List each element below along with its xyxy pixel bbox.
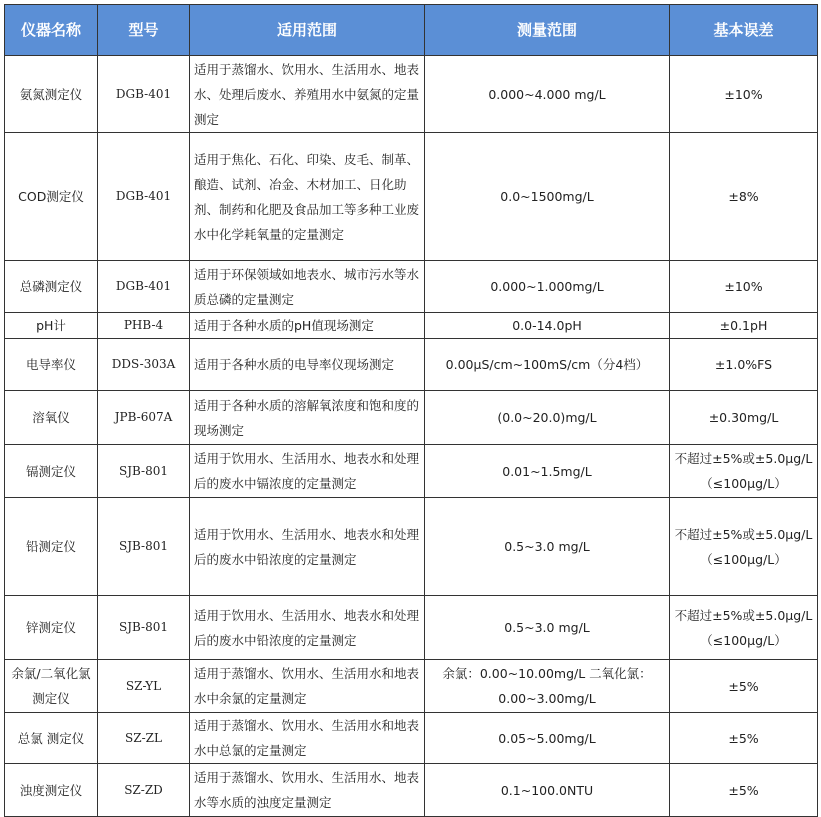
model-cell: SZ-ZL	[98, 713, 190, 764]
scope-cell: 适用于蒸馏水、饮用水、生活用水和地表水中总氯的定量测定	[190, 713, 425, 764]
instrument-name: 锌测定仪	[5, 596, 98, 660]
instrument-name: 总磷测定仪	[5, 261, 98, 313]
table-row	[5, 445, 818, 498]
scope-cell: 适用于蒸馏水、饮用水、生活用水、地表水、处理后废水、养殖用水中氨氮的定量测定	[190, 56, 425, 133]
table-row	[5, 391, 818, 445]
instrument-name: 浊度测定仪	[5, 764, 98, 817]
error-cell: 不超过±5%或±5.0μg/L（≤100μg/L）	[670, 498, 818, 596]
range-cell: 余氯：0.00~10.00mg/L 二氧化氯：0.00~3.00mg/L	[425, 660, 670, 713]
error-cell: ±8%	[670, 133, 818, 261]
model-cell: SZ-ZD	[98, 764, 190, 817]
instrument-name: 镉测定仪	[5, 445, 98, 498]
scope-cell: 适用于饮用水、生活用水、地表水和处理后的废水中镉浓度的定量测定	[190, 445, 425, 498]
error-cell: ±0.30mg/L	[670, 391, 818, 445]
instrument-table	[4, 4, 818, 817]
error-cell: 不超过±5%或±5.0μg/L（≤100μg/L）	[670, 445, 818, 498]
model-cell: SZ-YL	[98, 660, 190, 713]
model-cell: JPB-607A	[98, 391, 190, 445]
range-cell: 0.5~3.0 mg/L	[425, 498, 670, 596]
scope-cell: 适用于各种水质的pH值现场测定	[190, 313, 425, 339]
error-cell: ±10%	[670, 56, 818, 133]
range-cell: 0.00μS/cm~100mS/cm（分4档）	[425, 339, 670, 391]
model-cell: DGB-401	[98, 261, 190, 313]
scope-cell: 适用于蒸馏水、饮用水、生活用水和地表水中余氯的定量测定	[190, 660, 425, 713]
instrument-name: 总氯 测定仪	[5, 713, 98, 764]
error-cell: ±5%	[670, 660, 818, 713]
error-cell: ±5%	[670, 713, 818, 764]
model-cell: SJB-801	[98, 445, 190, 498]
scope-cell: 适用于饮用水、生活用水、地表水和处理后的废水中铅浓度的定量测定	[190, 596, 425, 660]
model-cell: SJB-801	[98, 596, 190, 660]
model-cell: DGB-401	[98, 56, 190, 133]
model-cell: PHB-4	[98, 313, 190, 339]
range-cell: 0.5~3.0 mg/L	[425, 596, 670, 660]
header-row	[5, 5, 818, 56]
error-cell: ±1.0%FS	[670, 339, 818, 391]
header-scope: 适用范围	[190, 5, 425, 56]
scope-cell: 适用于焦化、石化、印染、皮毛、制革、酿造、试剂、冶金、木材加工、日化助剂、制药和化肥及食品加工等多种工业废水中化学耗氧量的定量测定	[190, 133, 425, 261]
table-row	[5, 498, 818, 596]
scope-cell: 适用于饮用水、生活用水、地表水和处理后的废水中铅浓度的定量测定	[190, 498, 425, 596]
scope-cell: 适用于蒸馏水、饮用水、生活用水、地表水等水质的浊度定量测定	[190, 764, 425, 817]
table-row	[5, 56, 818, 133]
range-cell: 0.000~4.000 mg/L	[425, 56, 670, 133]
model-cell: DGB-401	[98, 133, 190, 261]
model-cell: SJB-801	[98, 498, 190, 596]
error-cell: 不超过±5%或±5.0μg/L（≤100μg/L）	[670, 596, 818, 660]
table-row	[5, 764, 818, 817]
range-cell: 0.000~1.000mg/L	[425, 261, 670, 313]
instrument-name: 电导率仪	[5, 339, 98, 391]
scope-cell: 适用于各种水质的电导率仪现场测定	[190, 339, 425, 391]
instrument-name: 铅测定仪	[5, 498, 98, 596]
header-model: 型号	[98, 5, 190, 56]
range-cell: 0.05~5.00mg/L	[425, 713, 670, 764]
table-row	[5, 339, 818, 391]
table-row	[5, 133, 818, 261]
header-name: 仪器名称	[5, 5, 98, 56]
table-row	[5, 660, 818, 713]
instrument-name: pH计	[5, 313, 98, 339]
instrument-name: COD测定仪	[5, 133, 98, 261]
error-cell: ±10%	[670, 261, 818, 313]
error-cell: ±0.1pH	[670, 313, 818, 339]
model-cell: DDS-303A	[98, 339, 190, 391]
range-cell: 0.01~1.5mg/L	[425, 445, 670, 498]
range-cell: 0.0~1500mg/L	[425, 133, 670, 261]
range-cell: (0.0~20.0)mg/L	[425, 391, 670, 445]
header-error: 基本误差	[670, 5, 818, 56]
header-range: 测量范围	[425, 5, 670, 56]
scope-cell: 适用于各种水质的溶解氧浓度和饱和度的现场测定	[190, 391, 425, 445]
table-row	[5, 713, 818, 764]
range-cell: 0.1~100.0NTU	[425, 764, 670, 817]
instrument-name: 余氯/二氧化氯测定仪	[5, 660, 98, 713]
instrument-name: 氨氮测定仪	[5, 56, 98, 133]
table-row	[5, 596, 818, 660]
instrument-name: 溶氧仪	[5, 391, 98, 445]
range-cell: 0.0-14.0pH	[425, 313, 670, 339]
table-row	[5, 313, 818, 339]
table-row	[5, 261, 818, 313]
error-cell: ±5%	[670, 764, 818, 817]
scope-cell: 适用于环保领域如地表水、城市污水等水质总磷的定量测定	[190, 261, 425, 313]
